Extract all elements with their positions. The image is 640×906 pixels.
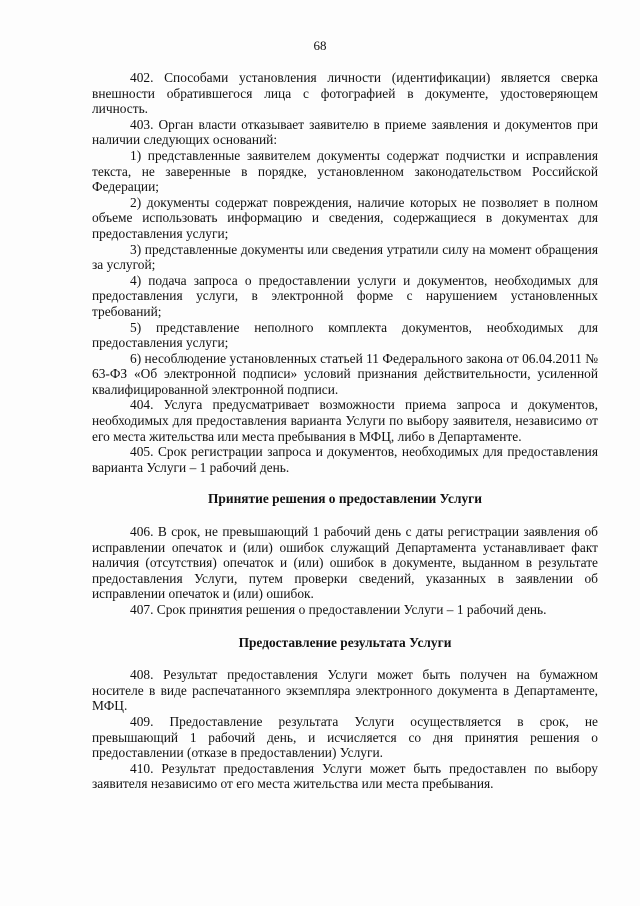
list-item-2: 2) документы содержат повреждения, наличие которых не позволяет в полном объеме использовать информацию и сведения, содержащиеся в документах для предоставления услуги; (92, 194, 598, 241)
paragraph-404: 404. Услуга предусматривает возможности приема запроса и документов, необходимых для предоставления варианта Услуги по выбору заявителя, независимо от его места жительства или места пребывания в МФЦ, либо в Департаменте. (92, 397, 598, 444)
paragraph-409: 409. Предоставление результата Услуги осуществляется в срок, не превышающий 1 рабочий день, и исчисляется со дня принятия решения о предоставлении (отказе в предоставлении) Услуги. (92, 713, 598, 761)
section-heading-result: Предоставление результата Услуги (238, 634, 452, 650)
list-item-4: 4) подача запроса о предоставлении услуги и документов, необходимых для предоставления услуги, в электронной форме с нарушением установленных требований; (92, 272, 598, 319)
page-number: 68 (313, 38, 327, 53)
document-body (92, 70, 598, 792)
paragraph-410: 410. Результат предоставления Услуги может быть предоставлен по выбору заявителя независимо от его места жительства или места пребывания. (92, 760, 598, 792)
list-item-3: 3) представленные документы или сведения утратили силу на момент обращения за услугой; (92, 241, 598, 273)
list-item-5: 5) представление неполного комплекта документов, необходимых для предоставления услуги; (92, 319, 598, 351)
paragraph-407: 407. Срок принятия решения о предоставлении Услуги – 1 рабочий день. (130, 602, 547, 617)
list-item-6: 6) несоблюдение установленных статьей 11 Федерального закона от 06.04.2011 № 63-ФЗ «Об электронной подписи» условий признания действительности, усиленной квалифицированной электронной подписи. (92, 350, 598, 397)
paragraph-402: 402. Способами установления личности (идентификации) является сверка внешности обратившегося лица с фотографией в документе, удостоверяющем личность. (92, 70, 598, 117)
list-item-1: 1) представленные заявителем документы содержат подчистки и исправления текста, не заверенные в порядке, установленном законодательством Российской Федерации; (92, 147, 598, 195)
paragraph-405: 405. Срок регистрации запроса и документов, необходимых для предоставления варианта Услуги – 1 рабочий день. (92, 444, 598, 475)
section-heading-decision: Принятие решения о предоставлении Услуги (208, 491, 482, 507)
paragraph-408: 408. Результат предоставления Услуги может быть получен на бумажном носителе в виде распечатанного экземпляра электронного документа в Департаменте, МФЦ. (92, 667, 598, 714)
paragraph-403: 403. Орган власти отказывает заявителю в приеме заявления и документов при наличии следующих оснований: (92, 116, 598, 148)
paragraph-406: 406. В срок, не превышающий 1 рабочий день с даты регистрации заявления об исправлении опечаток и (или) ошибок служащий Департамента устанавливает факт наличия (отсутствия) опечаток и (или) ошибок в документе, выданном в результате предоставления Услуги, путем проверки сведений, указанных в заявлении об исправлении опечаток и (или) ошибок. (92, 524, 598, 602)
